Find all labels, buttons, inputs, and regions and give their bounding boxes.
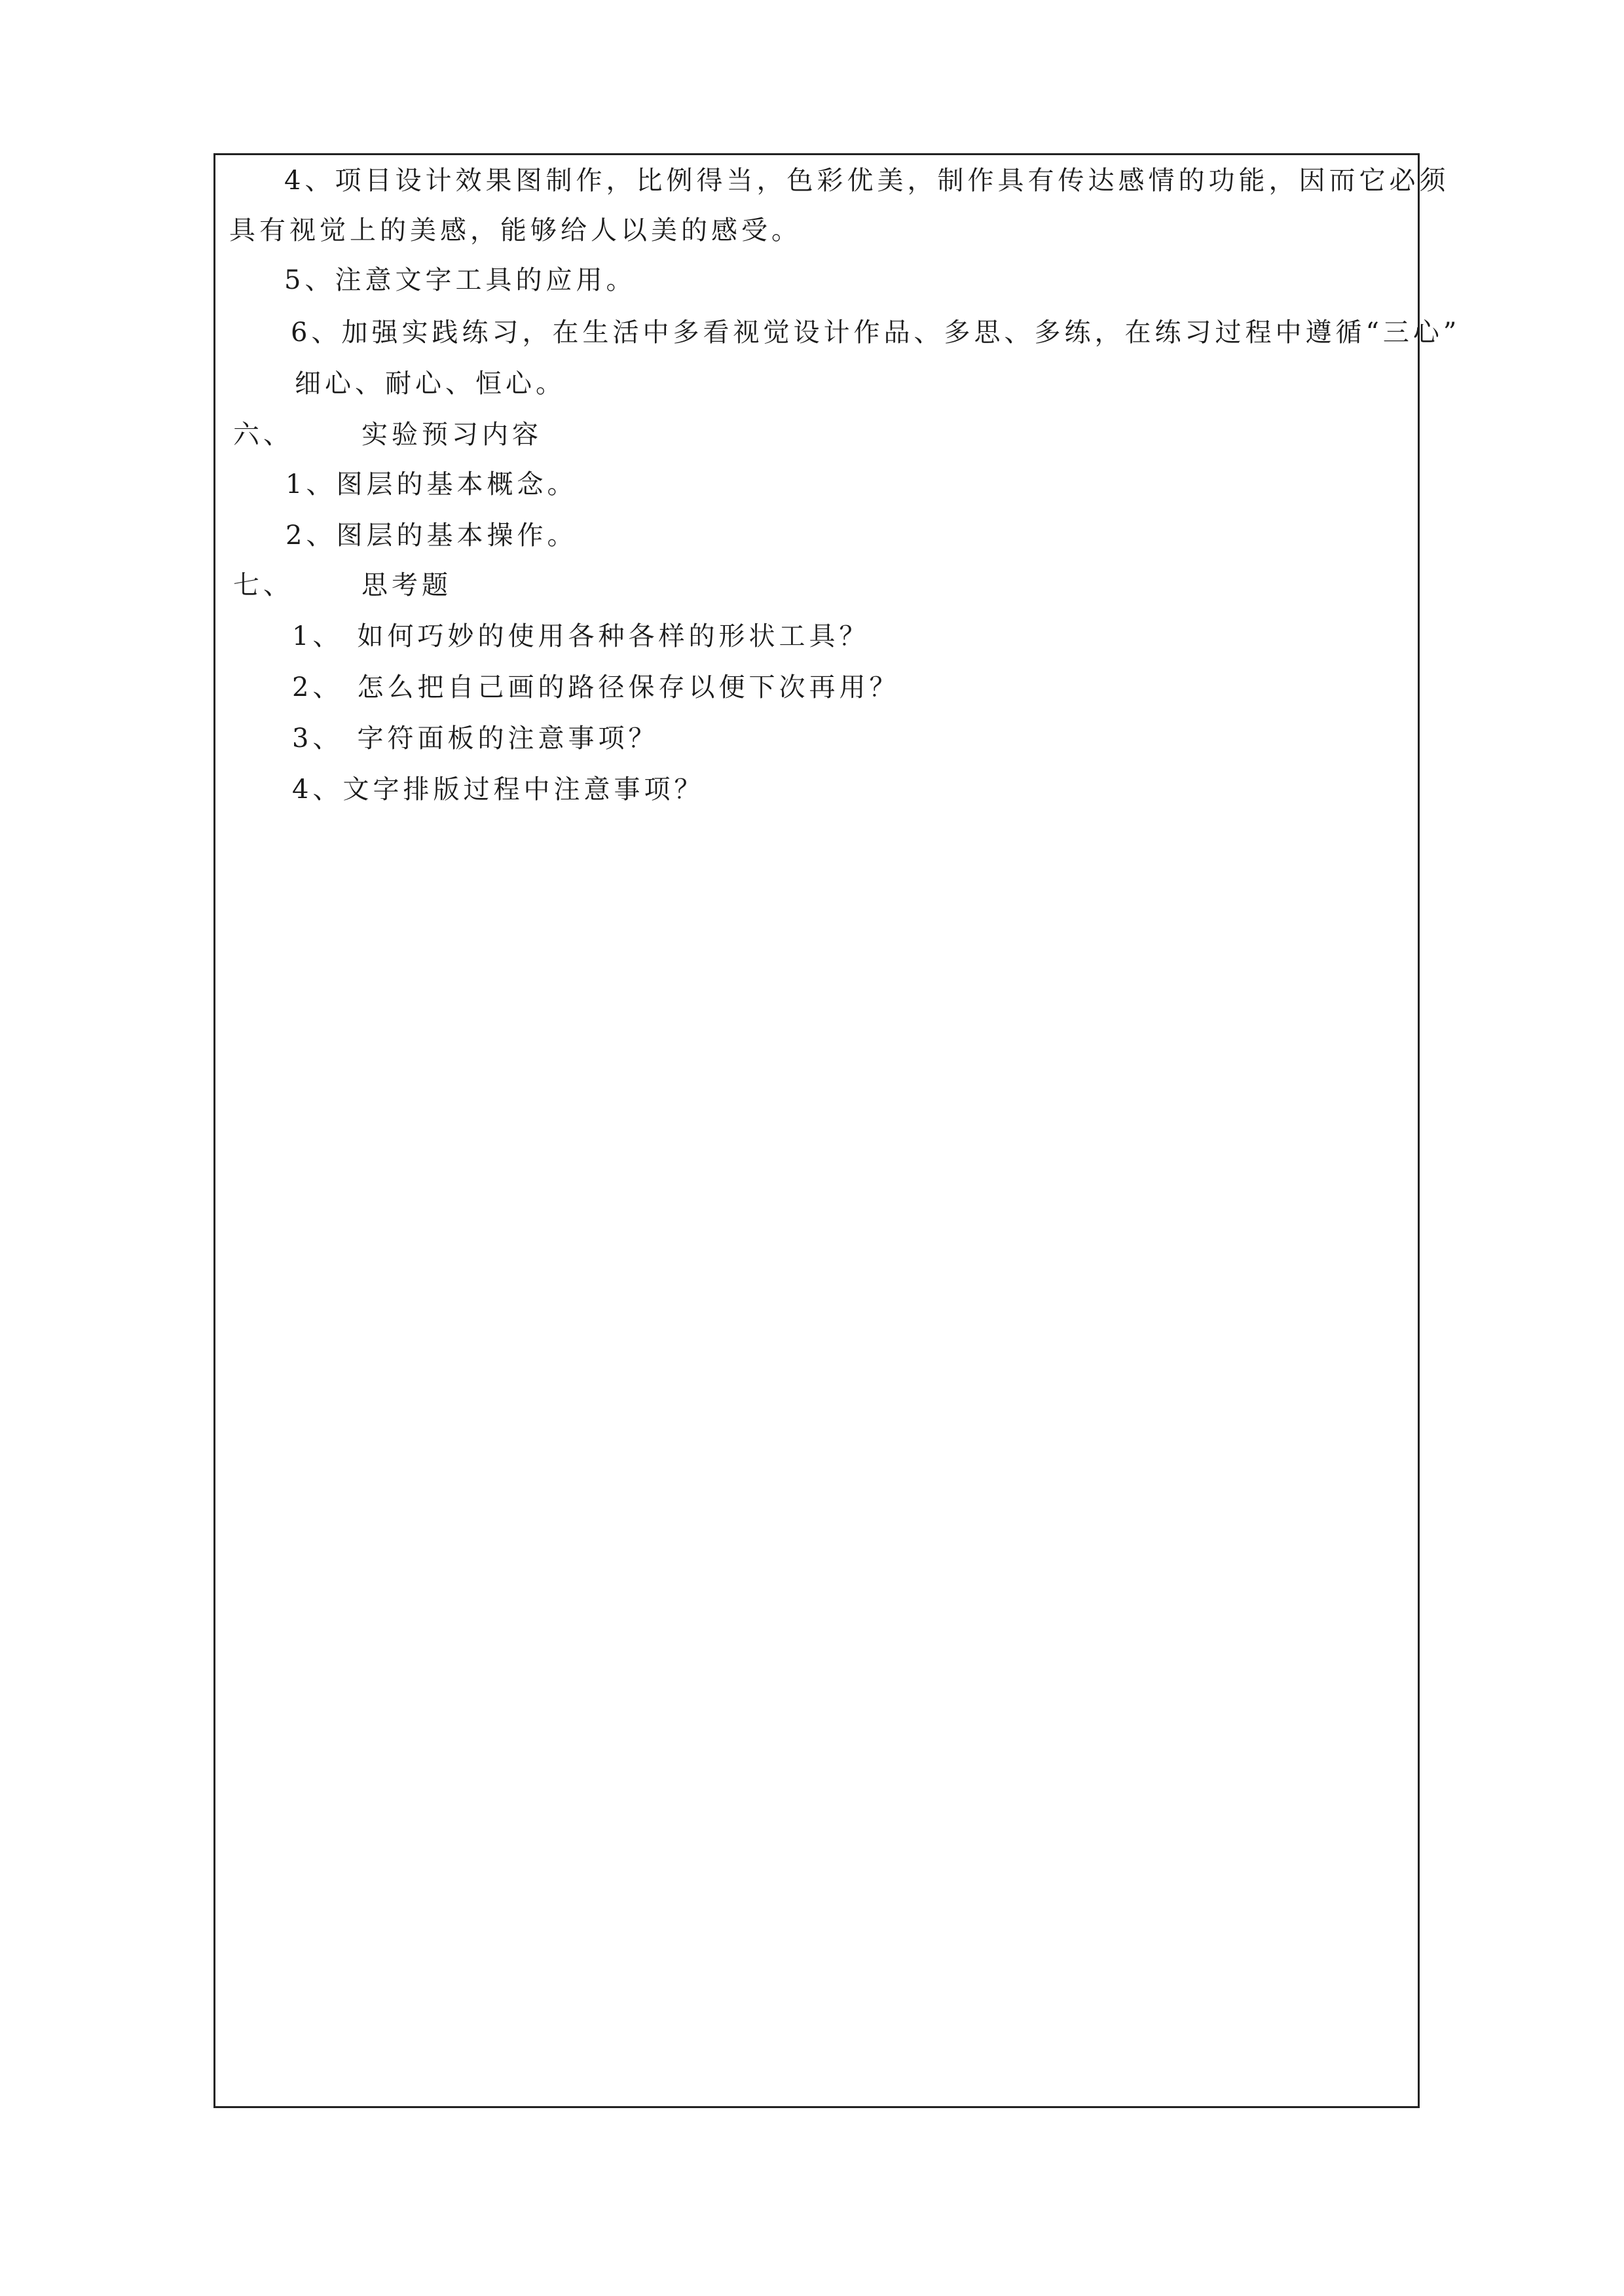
question-3-number: 3、 — [292, 723, 343, 754]
item5: 5、注意文字工具的应用。 — [284, 265, 637, 295]
section7-number: 七、 — [233, 570, 293, 600]
section6-item-2: 2、图层的基本操作。 — [286, 520, 578, 551]
section7-heading — [233, 570, 452, 601]
item4-line2: 具有视觉上的美感，能够给人以美的感受。 — [229, 215, 802, 246]
section6-number: 六、 — [233, 420, 293, 450]
question-1 — [292, 621, 869, 652]
question-2-number: 2、 — [292, 672, 343, 702]
question-2-text: 怎么把自己画的路径保存以便下次再用？ — [357, 672, 900, 702]
item4-line1: 4、项目设计效果图制作，比例得当，色彩优美，制作具有传达感情的功能，因而它必须 — [284, 166, 1450, 196]
section6-item-1: 1、图层的基本概念。 — [286, 469, 578, 500]
item6-line1: 6、加强实践练习，在生活中多看视觉设计作品、多思、多练，在练习过程中遵循“三心” — [291, 318, 1461, 348]
question-1-text: 如何巧妙的使用各种各样的形状工具？ — [357, 621, 870, 651]
question-3 — [292, 723, 658, 754]
item6-line2: 细心、耐心、恒心。 — [295, 369, 566, 399]
question-1-number: 1、 — [292, 621, 343, 651]
section7-title: 思考题 — [361, 570, 452, 600]
question-4-text: 4、文字排版过程中注意事项？ — [292, 774, 705, 805]
section6-heading — [233, 419, 542, 450]
question-2 — [292, 672, 899, 703]
section6-title: 实验预习内容 — [361, 420, 542, 450]
question-4 — [292, 774, 704, 805]
question-3-text: 字符面板的注意事项？ — [357, 723, 659, 754]
